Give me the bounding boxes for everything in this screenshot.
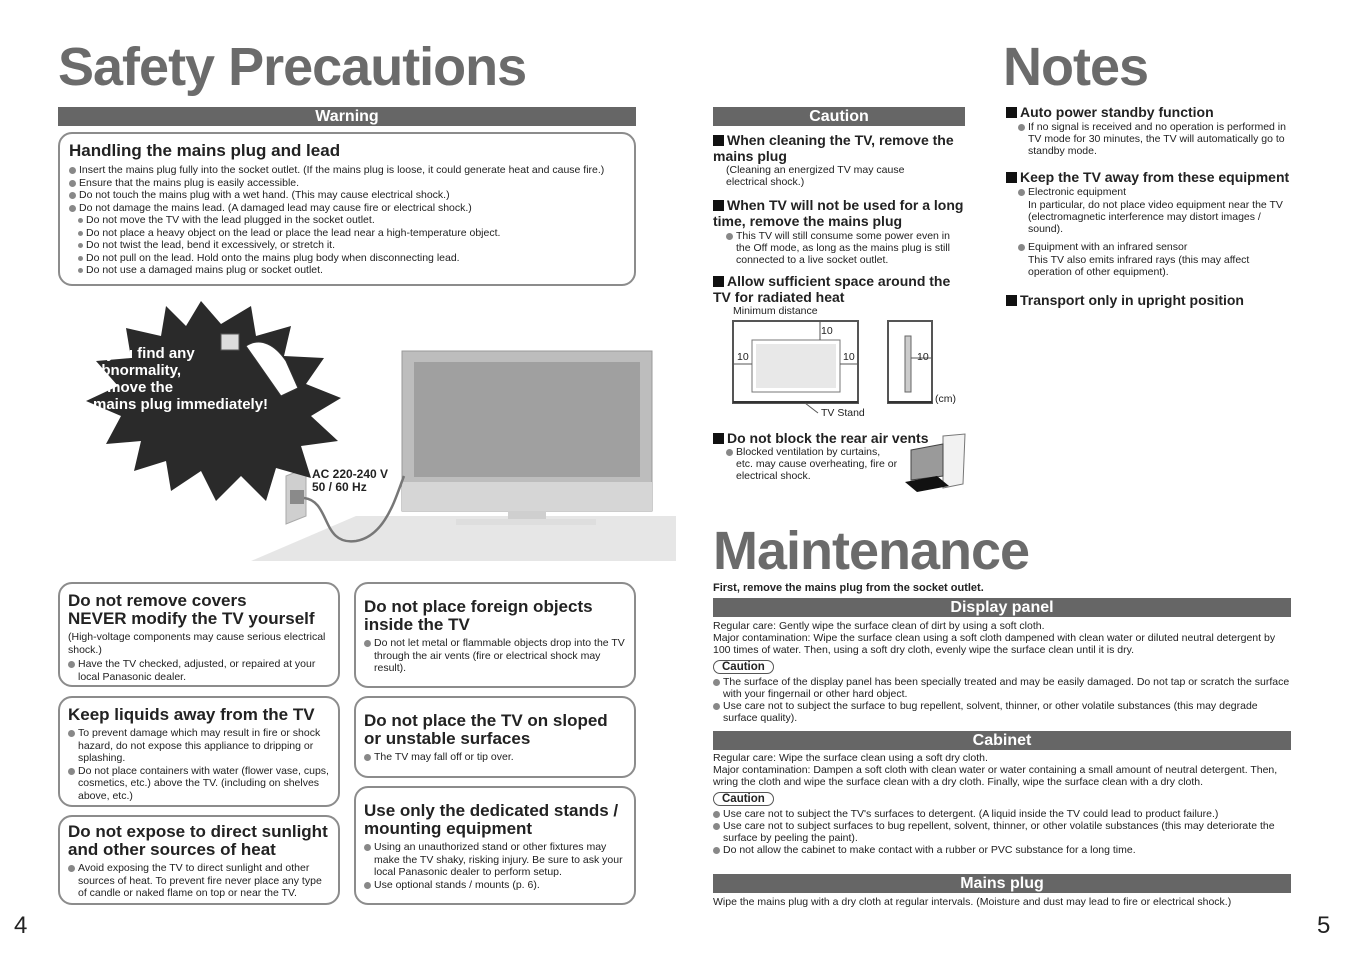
transport-heading: Transport only in upright position: [1006, 292, 1244, 308]
display-regular: Regular care: Gently wipe the surface clean of dirt by using a soft cloth.: [713, 620, 1045, 632]
dim-unit: (cm): [935, 393, 956, 405]
square-bullet-icon: [1006, 172, 1017, 183]
cabinet-regular: Regular care: Wipe the surface clean using a soft dry cloth.: [713, 752, 988, 764]
callout-line: abnormality,: [93, 362, 182, 379]
mains-plug-bullets: [69, 164, 625, 214]
display-caution-bullets: [713, 676, 1293, 724]
power-voltage: AC 220-240 V: [312, 467, 389, 481]
dim-top: 10: [821, 325, 833, 337]
covers-note: (High-voltage components may cause serious electrical shock.): [68, 631, 326, 656]
cabinet-caution-bullets: [713, 808, 1293, 856]
away-item-2-text: This TV also emits infrared rays (this may affect operation of other equipment).: [1028, 254, 1250, 278]
foreign-objects-heading: Do not place foreign objects inside the TV: [364, 597, 593, 634]
list-item: Use care not to subject surfaces to bug repellent, solvent, thinner, or other volatile substances (this may deteriorate the surface by peeling the paint).: [713, 820, 1293, 844]
covers-box: [58, 582, 340, 687]
covers-heading-2: NEVER modify the TV yourself: [68, 609, 315, 628]
list-item: The surface of the display panel has been specially treated and may be easily damaged. Do not tap or scratch the surface with your fingernail or other hard object.: [713, 676, 1293, 700]
vents-heading: Do not block the rear air vents: [713, 430, 969, 446]
clearance-diagram: [730, 318, 970, 418]
dim-side: 10: [917, 351, 929, 363]
caution-bar: Caution: [713, 107, 965, 126]
list-item: To prevent damage which may result in fire or shock hazard, do not expose this appliance to dripping or splashing.: [68, 727, 330, 765]
square-bullet-icon: [713, 433, 724, 444]
sunlight-box: [58, 815, 340, 905]
maintenance-intro: First, remove the mains plug from the socket outlet.: [713, 582, 984, 594]
page-title-safety: Safety Precautions: [58, 37, 527, 97]
liquids-heading: Keep liquids away from the TV: [68, 705, 315, 724]
away-item-2: [1018, 241, 1293, 253]
page-number-right: 5: [1317, 912, 1331, 939]
callout-line: If you find any: [93, 345, 195, 362]
list-item: Avoid exposing the TV to direct sunlight and other sources of heat. To prevent fire never place any type of candle or naked flame on top or near the TV.: [68, 862, 330, 900]
list-item: Do not place containers with water (flower vase, cups, cosmetics, etc.) above the TV. (including on shelves above, etc.): [68, 765, 330, 803]
square-bullet-icon: [713, 200, 724, 211]
list-item: Do not touch the mains plug with a wet hand. (This may cause electrical shock.): [69, 189, 625, 202]
list-item: Equipment with an infrared sensor: [1018, 241, 1293, 253]
away-item-1: [1018, 186, 1293, 198]
tv-stand-label: TV Stand: [821, 407, 865, 419]
mains-plug-text: Wipe the mains plug with a dry cloth at regular intervals. (Moisture and dust may lead to fire or electrical shock.): [713, 896, 1232, 908]
cleaning-heading: When cleaning the TV, remove the mains plug: [713, 132, 954, 164]
mains-plug-bar: Mains plug: [713, 874, 1291, 893]
vents-bullets: [726, 446, 898, 482]
stands-box: [354, 786, 636, 905]
list-item: Electronic equipment: [1018, 186, 1293, 198]
away-item-1-text: In particular, do not place video equipment near the TV (electromagnetic interference may distort images / sound).: [1028, 199, 1283, 235]
tv-illustration: [56, 296, 678, 566]
mains-plug-box: [58, 132, 636, 286]
abnormality-callout: [93, 345, 268, 413]
foreign-objects-box: [354, 582, 636, 688]
standby-heading: Auto power standby function: [1006, 104, 1214, 120]
callout-line: mains plug immediately!: [93, 396, 269, 413]
list-item: Do not place a heavy object on the lead or place the lead near a high-temperature object.: [69, 227, 625, 240]
display-panel-text: [713, 620, 1293, 724]
square-bullet-icon: [1006, 107, 1017, 118]
standby-bullets: [1018, 121, 1288, 157]
list-item: Using an unauthorized stand or other fixtures may make the TV shaky, risking injury. Be sure to ask your local Panasonic dealer to perform setup.: [364, 841, 626, 879]
page-number-left: 4: [14, 912, 28, 939]
long-time-heading: When TV will not be used for a long time, remove the mains plug: [713, 197, 964, 229]
square-bullet-icon: [713, 135, 724, 146]
space-heading: Allow sufficient space around the TV for radiated heat: [713, 273, 951, 305]
cabinet-text: [713, 752, 1293, 856]
list-item: Use care not to subject the TV's surfaces to detergent. (A liquid inside the TV could lead to product failure.): [713, 808, 1293, 820]
mains-plug-sub-bullets: [69, 214, 625, 277]
long-time-bullets: [726, 230, 966, 266]
list-item: Do not use a damaged mains plug or socket outlet.: [69, 264, 625, 277]
sunlight-heading: Do not expose to direct sunlight and other sources of heat: [68, 822, 328, 859]
list-item: Do not allow the cabinet to make contact with a rubber or PVC substance for a long time.: [713, 844, 1293, 856]
list-item: Do not twist the lead, bend it excessively, or stretch it.: [69, 239, 625, 252]
cabinet-caution-label: Caution: [713, 792, 774, 806]
cleaning-note: (Cleaning an energized TV may cause electrical shock.): [726, 164, 905, 188]
display-major: Major contamination: Wipe the surface clean using a soft cloth dampened with clean water or diluted neutral detergent by 100 times of water. Then, using a soft dry cloth, evenly wipe the surface clean until it is dry.: [713, 632, 1276, 656]
callout-line: remove the: [93, 379, 174, 396]
list-item: This TV will still consume some power even in the Off mode, as long as the mains plug is still connected to a live socket outlet.: [726, 230, 966, 266]
mains-plug-heading: Handling the mains plug and lead: [69, 141, 341, 160]
power-label: [312, 468, 388, 494]
dim-left: 10: [737, 351, 749, 363]
list-item: Insert the mains plug fully into the socket outlet. (If the mains plug is loose, it could generate heat and cause fire.): [69, 164, 625, 177]
power-frequency: 50 / 60 Hz: [312, 480, 367, 494]
list-item: Use care not to subject the surface to bug repellent, solvent, thinner, or other volatile substances (this may degrade surface quality).: [713, 700, 1293, 724]
display-caution-label: Caution: [713, 660, 774, 674]
list-item: Do not pull on the lead. Hold onto the mains plug body when disconnecting lead.: [69, 252, 625, 265]
sloped-heading: Do not place the TV on sloped or unstable surfaces: [364, 711, 608, 748]
list-item: Do not let metal or flammable objects drop into the TV through the air vents (fire or electrical shock may result).: [364, 637, 626, 675]
sloped-box: [354, 696, 636, 778]
list-item: Have the TV checked, adjusted, or repaired at your local Panasonic dealer.: [68, 658, 330, 683]
cabinet-major: Major contamination: Dampen a soft cloth with clean water or water containing a small amount of neutral detergent. Then, wring the cloth and wipe the surface clean with a dry cloth. Finally, wipe the surface clean with a dry cloth.: [713, 764, 1278, 788]
list-item: The TV may fall off or tip over.: [364, 751, 626, 764]
list-item: Blocked ventilation by curtains, etc. may cause overheating, fire or electrical shock.: [726, 446, 898, 482]
list-item: Use optional stands / mounts (p. 6).: [364, 879, 626, 892]
list-item: Do not damage the mains lead. (A damaged lead may cause fire or electrical shock.): [69, 202, 625, 215]
warning-bar: Warning: [58, 107, 636, 126]
rear-vent-illustration: [903, 432, 969, 492]
list-item: Ensure that the mains plug is easily accessible.: [69, 177, 625, 190]
square-bullet-icon: [1006, 295, 1017, 306]
list-item: If no signal is received and no operation is performed in TV mode for 30 minutes, the TV will automatically go to standby mode.: [1018, 121, 1288, 157]
covers-heading-1: Do not remove covers: [68, 591, 247, 610]
list-item: Do not move the TV with the lead plugged in the socket outlet.: [69, 214, 625, 227]
square-bullet-icon: [713, 276, 724, 287]
page-title-notes: Notes: [1003, 37, 1149, 97]
liquids-box: [58, 696, 340, 807]
dim-right: 10: [843, 351, 855, 363]
min-distance-label: Minimum distance: [733, 305, 818, 317]
away-heading: Keep the TV away from these equipment: [1006, 169, 1289, 185]
page-title-maintenance: Maintenance: [713, 521, 1030, 581]
display-panel-bar: Display panel: [713, 598, 1291, 617]
cabinet-bar: Cabinet: [713, 731, 1291, 750]
stands-heading: Use only the dedicated stands / mounting equipment: [364, 801, 619, 838]
